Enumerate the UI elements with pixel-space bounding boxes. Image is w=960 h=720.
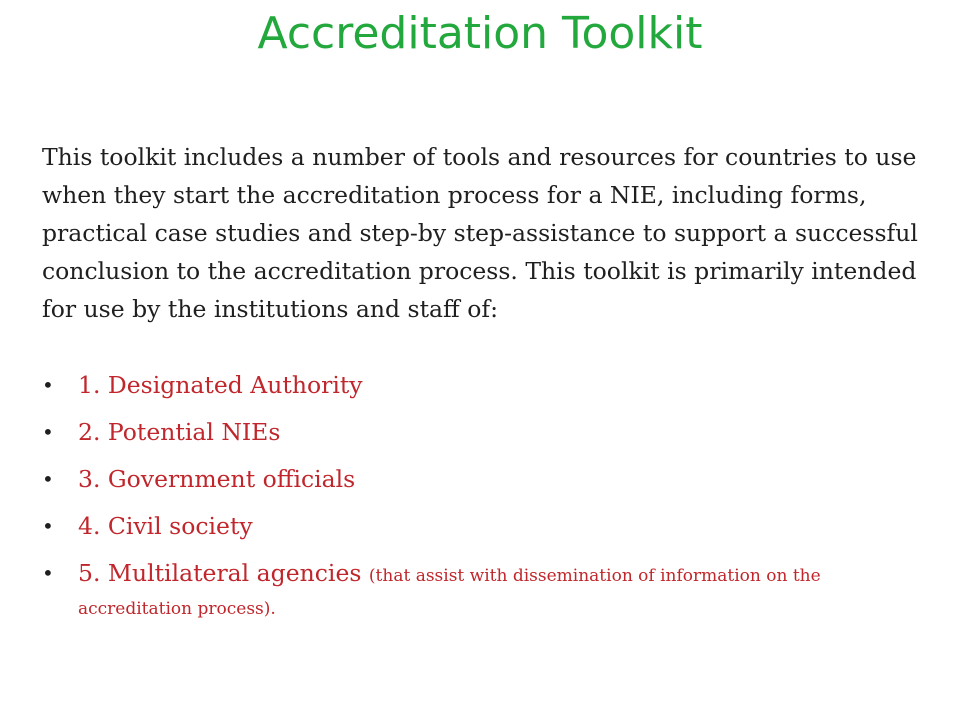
list-item: [42, 558, 922, 624]
audience-list: [42, 370, 922, 641]
list-item-label: 1. Designated Authority: [78, 371, 363, 399]
intro-paragraph: This toolkit includes a number of tools and resources for countries to use when they start the accreditation process for a NIE, including forms, practical case studies and step-by step-assistance to support a successful conclusion to the accreditation process. This toolkit is primarily intended for use by the institutions and staff of:: [42, 143, 918, 323]
list-item: [42, 464, 922, 494]
list-item-label: 5. Multilateral agencies: [78, 559, 362, 587]
list-item: [42, 417, 922, 447]
list-item-label: 4. Civil society: [78, 512, 253, 540]
list-item: [42, 370, 922, 400]
list-item-label: 2. Potential NIEs: [78, 418, 281, 446]
bullet-icon: •: [42, 373, 54, 397]
bullet-icon: •: [42, 514, 54, 538]
bullet-icon: •: [42, 420, 54, 444]
list-item-note: (that assist with dissemination of information on the accreditation process).: [78, 566, 821, 619]
slide-title: Accreditation Toolkit: [257, 8, 703, 59]
bullet-icon: •: [42, 467, 54, 491]
bullet-icon: •: [42, 561, 54, 585]
list-item-label: 3. Government officials: [78, 465, 356, 493]
list-item: [42, 511, 922, 541]
